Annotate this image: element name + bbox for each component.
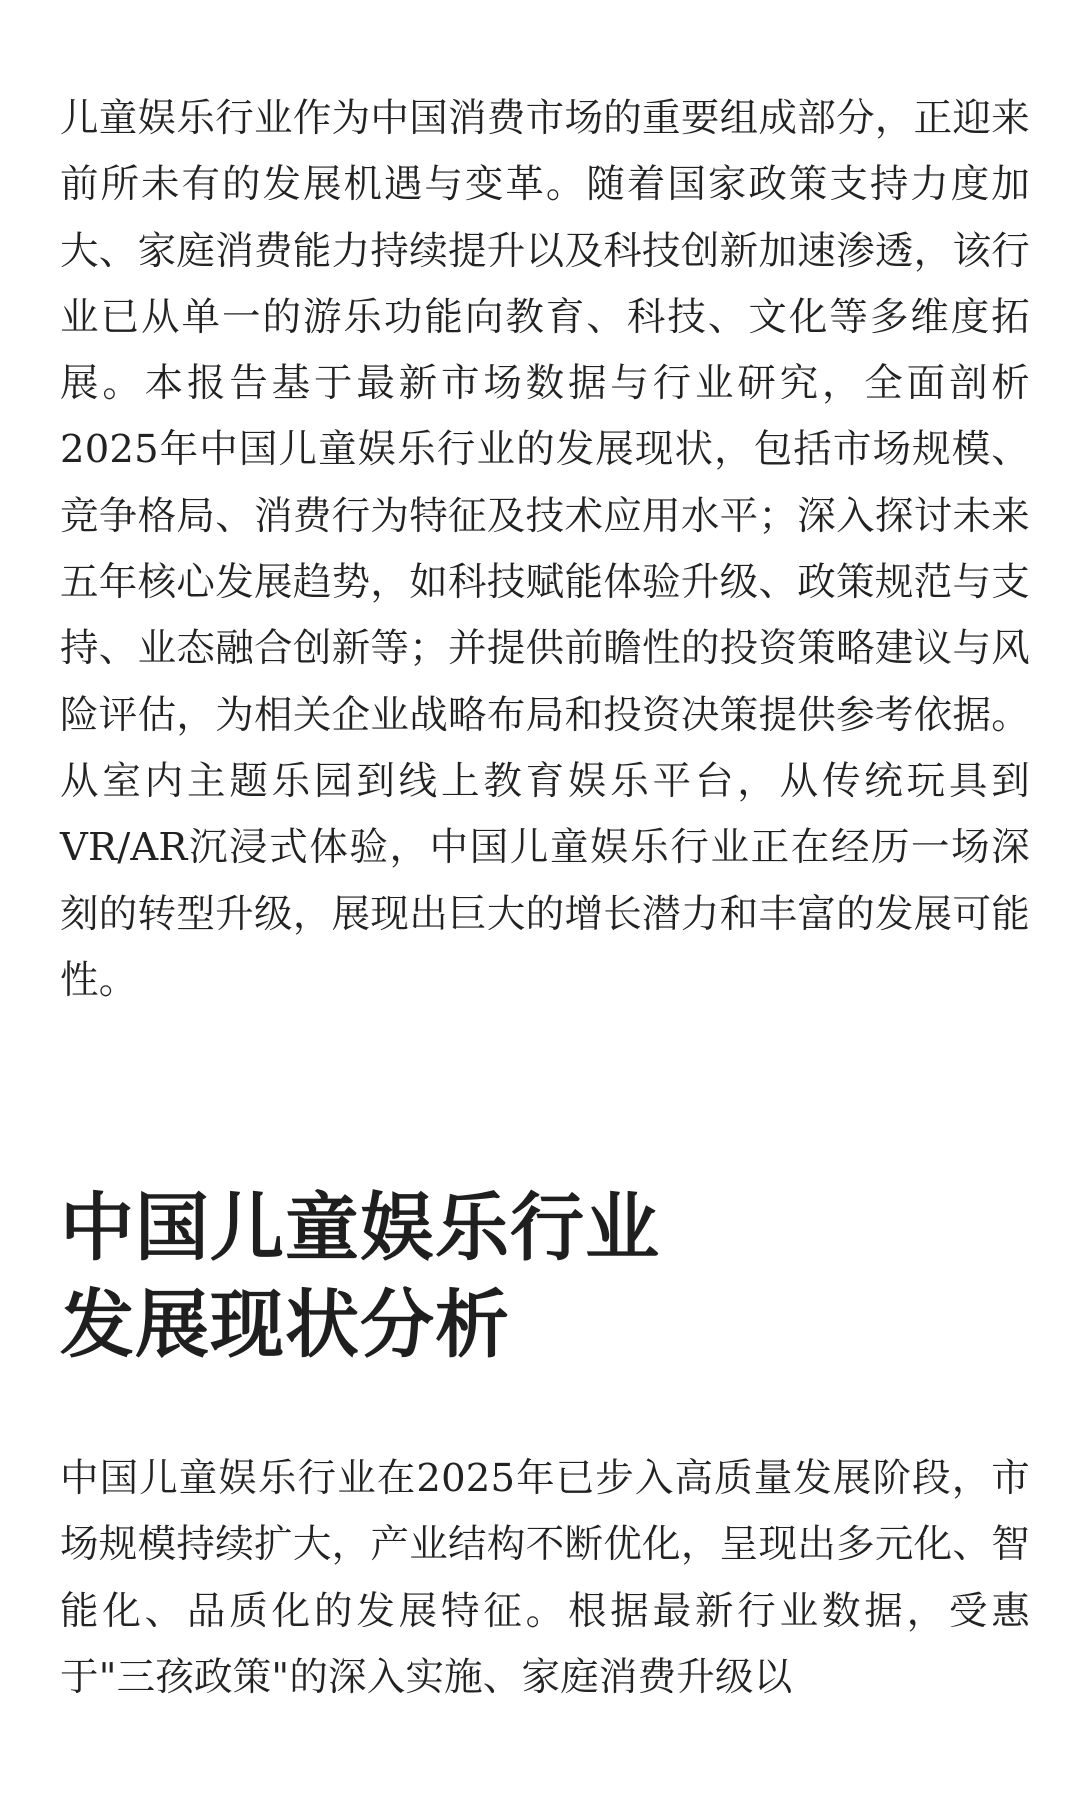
section-heading-line-2: 发展现状分析 bbox=[60, 1282, 510, 1368]
intro-paragraph: 儿童娱乐行业作为中国消费市场的重要组成部分，正迎来前所未有的发展机遇与变革。随着国家政策支持力度加大、家庭消费能力持续提升以及科技创新加速渗透，该行业已从单一的游乐功能向教育、科技、文化等多维度拓展。本报告基于最新市场数据与行业研究，全面剖析2025年中国儿童娱乐行业的发展现状，包括市场规模、竞争格局、消费行为特征及技术应用水平；深入探讨未来五年核心发展趋势，如科技赋能体验升级、政策规范与支持、业态融合创新等；并提供前瞻性的投资策略建议与风险评估，为相关企业战略布局和投资决策提供参考依据。从室内主题乐园到线上教育娱乐平台，从传统玩具到VR/AR沉浸式体验，中国儿童娱乐行业正在经历一场深刻的转型升级，展现出巨大的增长潜力和丰富的发展可能性。 bbox=[60, 96, 1030, 1003]
section-heading bbox=[60, 1180, 960, 1374]
section-paragraph: 中国儿童娱乐行业在2025年已步入高质量发展阶段，市场规模持续扩大，产业结构不断优化，呈现出多元化、智能化、品质化的发展特征。根据最新行业数据，受惠于"三孩政策"的深入实施、家庭消费升级以 bbox=[60, 1456, 1030, 1700]
section-heading-line-1: 中国儿童娱乐行业 bbox=[60, 1185, 660, 1271]
